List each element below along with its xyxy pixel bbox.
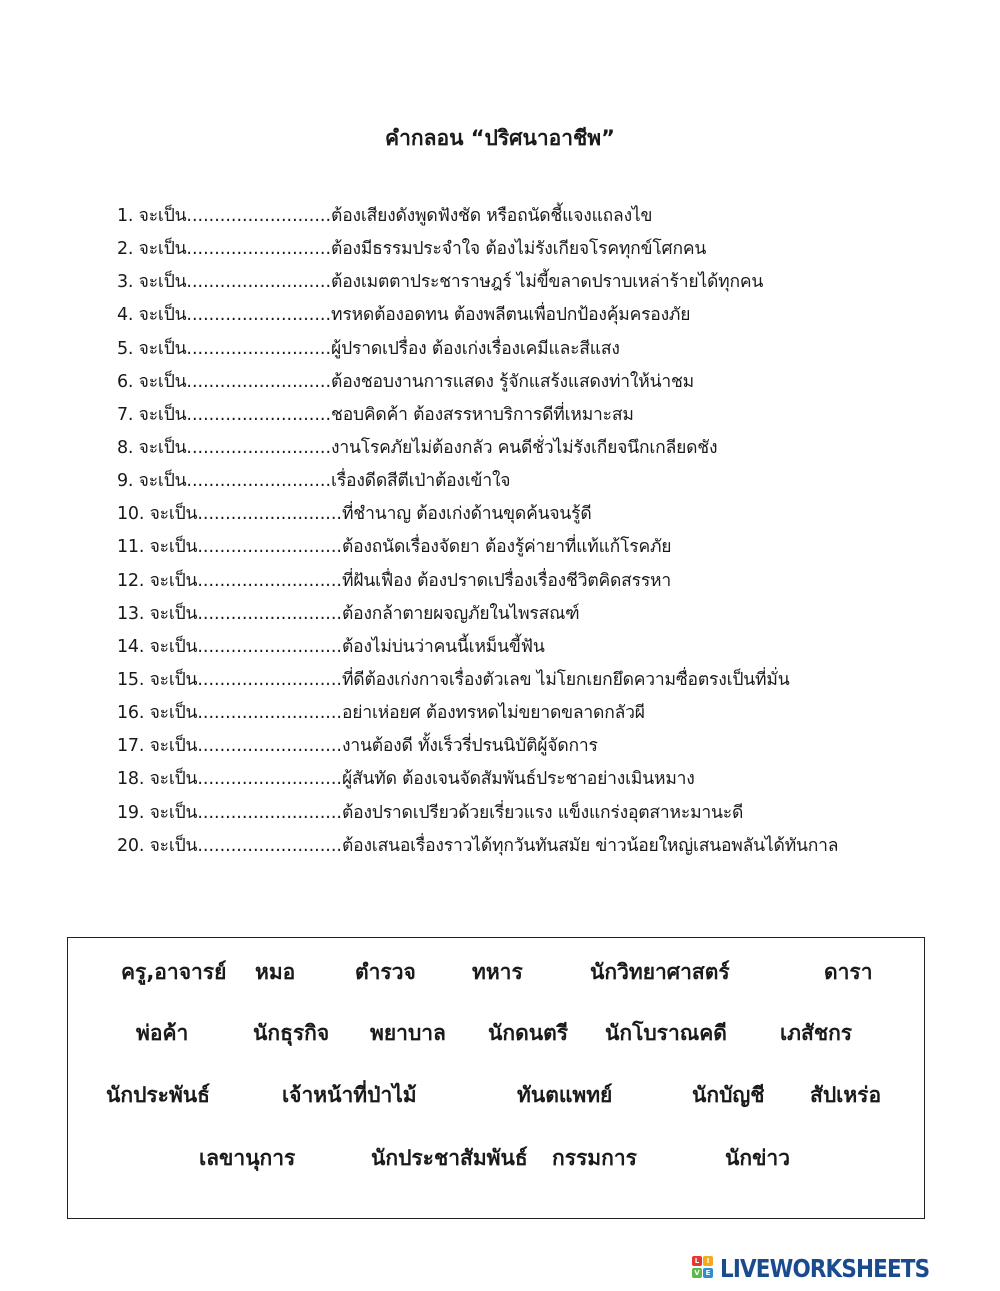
answer-blank[interactable]: .......................... xyxy=(186,206,332,226)
answer-blank[interactable]: .......................... xyxy=(186,272,332,293)
riddle-row xyxy=(117,366,977,399)
riddle-text: ที่ฝันเฟื่อง ต้องปราดเปรื่องเรื่องชีวิตคิดสรรหา xyxy=(341,570,671,591)
riddle-list xyxy=(117,200,977,863)
riddle-row xyxy=(117,465,977,498)
answer-blank[interactable]: .......................... xyxy=(197,504,342,525)
answer-blank[interactable]: .......................... xyxy=(197,636,342,657)
riddle-lead: จะเป็น xyxy=(149,570,198,591)
riddle-lead: จะเป็น xyxy=(138,206,187,226)
answer-blank[interactable]: .......................... xyxy=(186,338,332,359)
liveworksheets-logo-icon xyxy=(692,1254,718,1282)
word-bank-item[interactable]: นักบัญชี xyxy=(692,1083,765,1107)
riddle-number: 18. xyxy=(117,769,145,790)
word-bank-item[interactable]: ทหาร xyxy=(472,960,523,984)
riddle-row xyxy=(117,598,977,631)
riddle-row xyxy=(117,399,977,432)
word-bank-item[interactable]: เลขานุการ xyxy=(199,1146,296,1170)
riddle-number: 13. xyxy=(117,603,145,624)
word-bank-item[interactable]: นักธุรกิจ xyxy=(253,1021,330,1045)
riddle-number: 12. xyxy=(117,570,145,591)
riddle-lead: จะเป็น xyxy=(138,404,187,425)
riddle-number: 7. xyxy=(117,404,134,425)
riddle-row xyxy=(117,797,977,830)
riddle-text: ที่ดีต้องเก่งกาจเรื่องตัวเลข ไม่โยกเยกยึดความซื่อตรงเป็นที่มั่น xyxy=(341,669,790,690)
riddle-row xyxy=(117,565,977,598)
riddle-number: 10. xyxy=(117,504,145,525)
word-bank-item[interactable]: ทันตแพทย์ xyxy=(517,1083,613,1107)
riddle-row xyxy=(117,664,977,697)
word-bank-item[interactable]: ครู,อาจารย์ xyxy=(121,960,227,984)
riddle-row xyxy=(117,730,977,763)
riddle-number: 9. xyxy=(117,471,134,492)
riddle-lead: จะเป็น xyxy=(149,537,198,558)
riddle-row xyxy=(117,763,977,796)
worksheet-title: คำกลอน “ปริศนาอาชีพ” xyxy=(385,126,615,150)
answer-blank[interactable]: .......................... xyxy=(186,437,332,458)
logo-mark-letter: E xyxy=(703,1268,713,1278)
riddle-lead: จะเป็น xyxy=(149,802,198,823)
answer-blank[interactable]: .......................... xyxy=(186,371,332,392)
riddle-text: ต้องไม่บ่นว่าคนนี้เหม็นขี้ฟัน xyxy=(341,636,545,657)
word-bank-item[interactable]: ตำรวจ xyxy=(355,960,416,984)
riddle-text: ต้องมีธรรมประจำใจ ต้องไม่รังเกียจโรคทุกข์โศกคน xyxy=(331,239,707,260)
riddle-text: ต้องกล้าตายผจญภัยในไพรสณฑ์ xyxy=(341,603,580,624)
word-bank-item[interactable]: ดารา xyxy=(824,960,873,984)
answer-blank[interactable]: .......................... xyxy=(197,537,342,558)
riddle-text: งานโรคภัยไม่ต้องกลัว คนดีชั่วไม่รังเกียจนึกเกลียดชัง xyxy=(331,437,718,458)
answer-blank[interactable]: .......................... xyxy=(197,802,342,823)
liveworksheets-logo[interactable] xyxy=(692,1252,963,1284)
riddle-number: 8. xyxy=(117,437,134,458)
riddle-lead: จะเป็น xyxy=(149,835,198,856)
riddle-lead: จะเป็น xyxy=(138,272,187,293)
riddle-lead: จะเป็น xyxy=(149,736,198,757)
riddle-number: 15. xyxy=(117,669,145,690)
riddle-lead: จะเป็น xyxy=(149,603,198,624)
answer-blank[interactable]: .......................... xyxy=(197,669,342,690)
riddle-number: 20. xyxy=(117,835,145,856)
riddle-lead: จะเป็น xyxy=(138,471,187,492)
word-bank-item[interactable]: พยาบาล xyxy=(370,1021,446,1045)
riddle-text: ต้องถนัดเรื่องจัดยา ต้องรู้ค่ายาที่แท้แก้โรคภัย xyxy=(341,537,672,558)
riddle-lead: จะเป็น xyxy=(138,338,187,359)
answer-blank[interactable]: .......................... xyxy=(186,404,332,425)
riddle-text: ต้องเสียงดังพูดฟังชัด หรือถนัดชี้แจงแถลงไข xyxy=(331,206,653,226)
word-bank-item[interactable]: นักประชาสัมพันธ์ xyxy=(371,1146,528,1170)
riddle-lead: จะเป็น xyxy=(138,305,187,326)
riddle-row xyxy=(117,299,977,332)
riddle-row xyxy=(117,200,977,233)
logo-mark-letter: V xyxy=(692,1268,702,1278)
word-bank-item[interactable]: หมอ xyxy=(255,960,296,984)
answer-blank[interactable]: .......................... xyxy=(186,239,332,260)
riddle-number: 1. xyxy=(117,206,134,226)
riddle-row xyxy=(117,233,977,266)
riddle-text: ผู้ปราดเปรื่อง ต้องเก่งเรื่องเคมีและสีแสง xyxy=(331,338,620,359)
riddle-row xyxy=(117,531,977,564)
answer-blank[interactable]: .......................... xyxy=(197,835,342,856)
riddle-text: ต้องเสนอเรื่องราวได้ทุกวันทันสมัย ข่าวน้อยใหญ่เสนอพลันได้ทันกาล xyxy=(341,835,839,856)
answer-blank[interactable]: .......................... xyxy=(197,736,342,757)
riddle-number: 6. xyxy=(117,371,134,392)
riddle-number: 16. xyxy=(117,703,145,724)
riddle-text: ต้องชอบงานการแสดง รู้จักแสร้งแสดงท่าให้น่าชม xyxy=(331,371,695,392)
logo-mark-letter: I xyxy=(703,1256,713,1266)
riddle-number: 3. xyxy=(117,272,134,293)
word-bank-item[interactable]: เภสัชกร xyxy=(780,1021,853,1045)
word-bank-item[interactable]: กรรมการ xyxy=(552,1146,637,1170)
riddle-text: ต้องเมตตาประชาราษฎร์ ไม่ขี้ขลาดปราบเหล่าร้ายได้ทุกคน xyxy=(331,272,764,293)
word-bank-item[interactable]: เจ้าหน้าที่ป่าไม้ xyxy=(282,1083,417,1107)
riddle-lead: จะเป็น xyxy=(149,504,198,525)
answer-blank[interactable]: .......................... xyxy=(186,305,332,326)
word-bank-box xyxy=(67,937,925,1219)
riddle-lead: จะเป็น xyxy=(138,437,187,458)
word-bank-item[interactable]: นักวิทยาศาสตร์ xyxy=(590,960,730,984)
riddle-lead: จะเป็น xyxy=(149,636,198,657)
riddle-text: เรื่องดีดสีตีเป่าต้องเข้าใจ xyxy=(331,471,511,492)
riddle-row xyxy=(117,830,977,863)
riddle-number: 14. xyxy=(117,636,145,657)
riddle-lead: จะเป็น xyxy=(138,239,187,260)
word-bank-item[interactable]: พ่อค้า xyxy=(136,1021,189,1045)
word-bank-item[interactable]: นักโบราณคดี xyxy=(605,1021,727,1045)
riddle-number: 4. xyxy=(117,305,134,326)
answer-blank[interactable]: .......................... xyxy=(197,603,342,624)
word-bank-item[interactable]: สัปเหร่อ xyxy=(810,1083,882,1107)
riddle-lead: จะเป็น xyxy=(149,769,198,790)
riddle-text: ชอบคิดค้า ต้องสรรหาบริการดีที่เหมาะสม xyxy=(331,404,634,425)
riddle-lead: จะเป็น xyxy=(149,669,198,690)
riddle-text: ที่ชำนาญ ต้องเก่งด้านขุดค้นจนรู้ดี xyxy=(341,504,592,525)
word-bank-item[interactable]: นักประพันธ์ xyxy=(106,1083,210,1107)
liveworksheets-logo-text: LIVEWORKSHEETS xyxy=(720,1253,930,1283)
answer-blank[interactable]: .......................... xyxy=(197,570,342,591)
riddle-row xyxy=(117,697,977,730)
riddle-number: 2. xyxy=(117,239,134,260)
riddle-number: 17. xyxy=(117,736,145,757)
riddle-text: อย่าเห่อยศ ต้องทรหดไม่ขยาดขลาดกลัวผี xyxy=(341,703,645,724)
riddle-row xyxy=(117,631,977,664)
riddle-row xyxy=(117,333,977,366)
word-bank-item[interactable]: นักดนตรี xyxy=(488,1021,568,1045)
word-bank-item[interactable]: นักข่าว xyxy=(725,1146,791,1170)
riddle-lead: จะเป็น xyxy=(149,703,198,724)
riddle-number: 19. xyxy=(117,802,145,823)
riddle-row xyxy=(117,432,977,465)
riddle-text: ต้องปราดเปรียวด้วยเรี่ยวแรง แข็งแกร่งอุตสาหะมานะดี xyxy=(341,802,744,823)
riddle-text: งานต้องดี ทั้งเร็วรี่ปรนนิบัติผู้จัดการ xyxy=(341,736,598,757)
riddle-lead: จะเป็น xyxy=(138,371,187,392)
riddle-text: ทรหดต้องอดทน ต้องพลีตนเพื่อปกป้องคุ้มครองภัย xyxy=(331,305,691,326)
answer-blank[interactable]: .......................... xyxy=(197,769,342,790)
riddle-number: 11. xyxy=(117,537,145,558)
riddle-row xyxy=(117,266,977,299)
riddle-row xyxy=(117,498,977,531)
answer-blank[interactable]: .......................... xyxy=(197,703,342,724)
riddle-number: 5. xyxy=(117,338,134,359)
logo-mark-letter: L xyxy=(692,1256,702,1266)
riddle-text: ผู้สันทัด ต้องเจนจัดสัมพันธ์ประชาอย่างเมินหมาง xyxy=(341,769,695,790)
answer-blank[interactable]: .......................... xyxy=(186,471,332,492)
